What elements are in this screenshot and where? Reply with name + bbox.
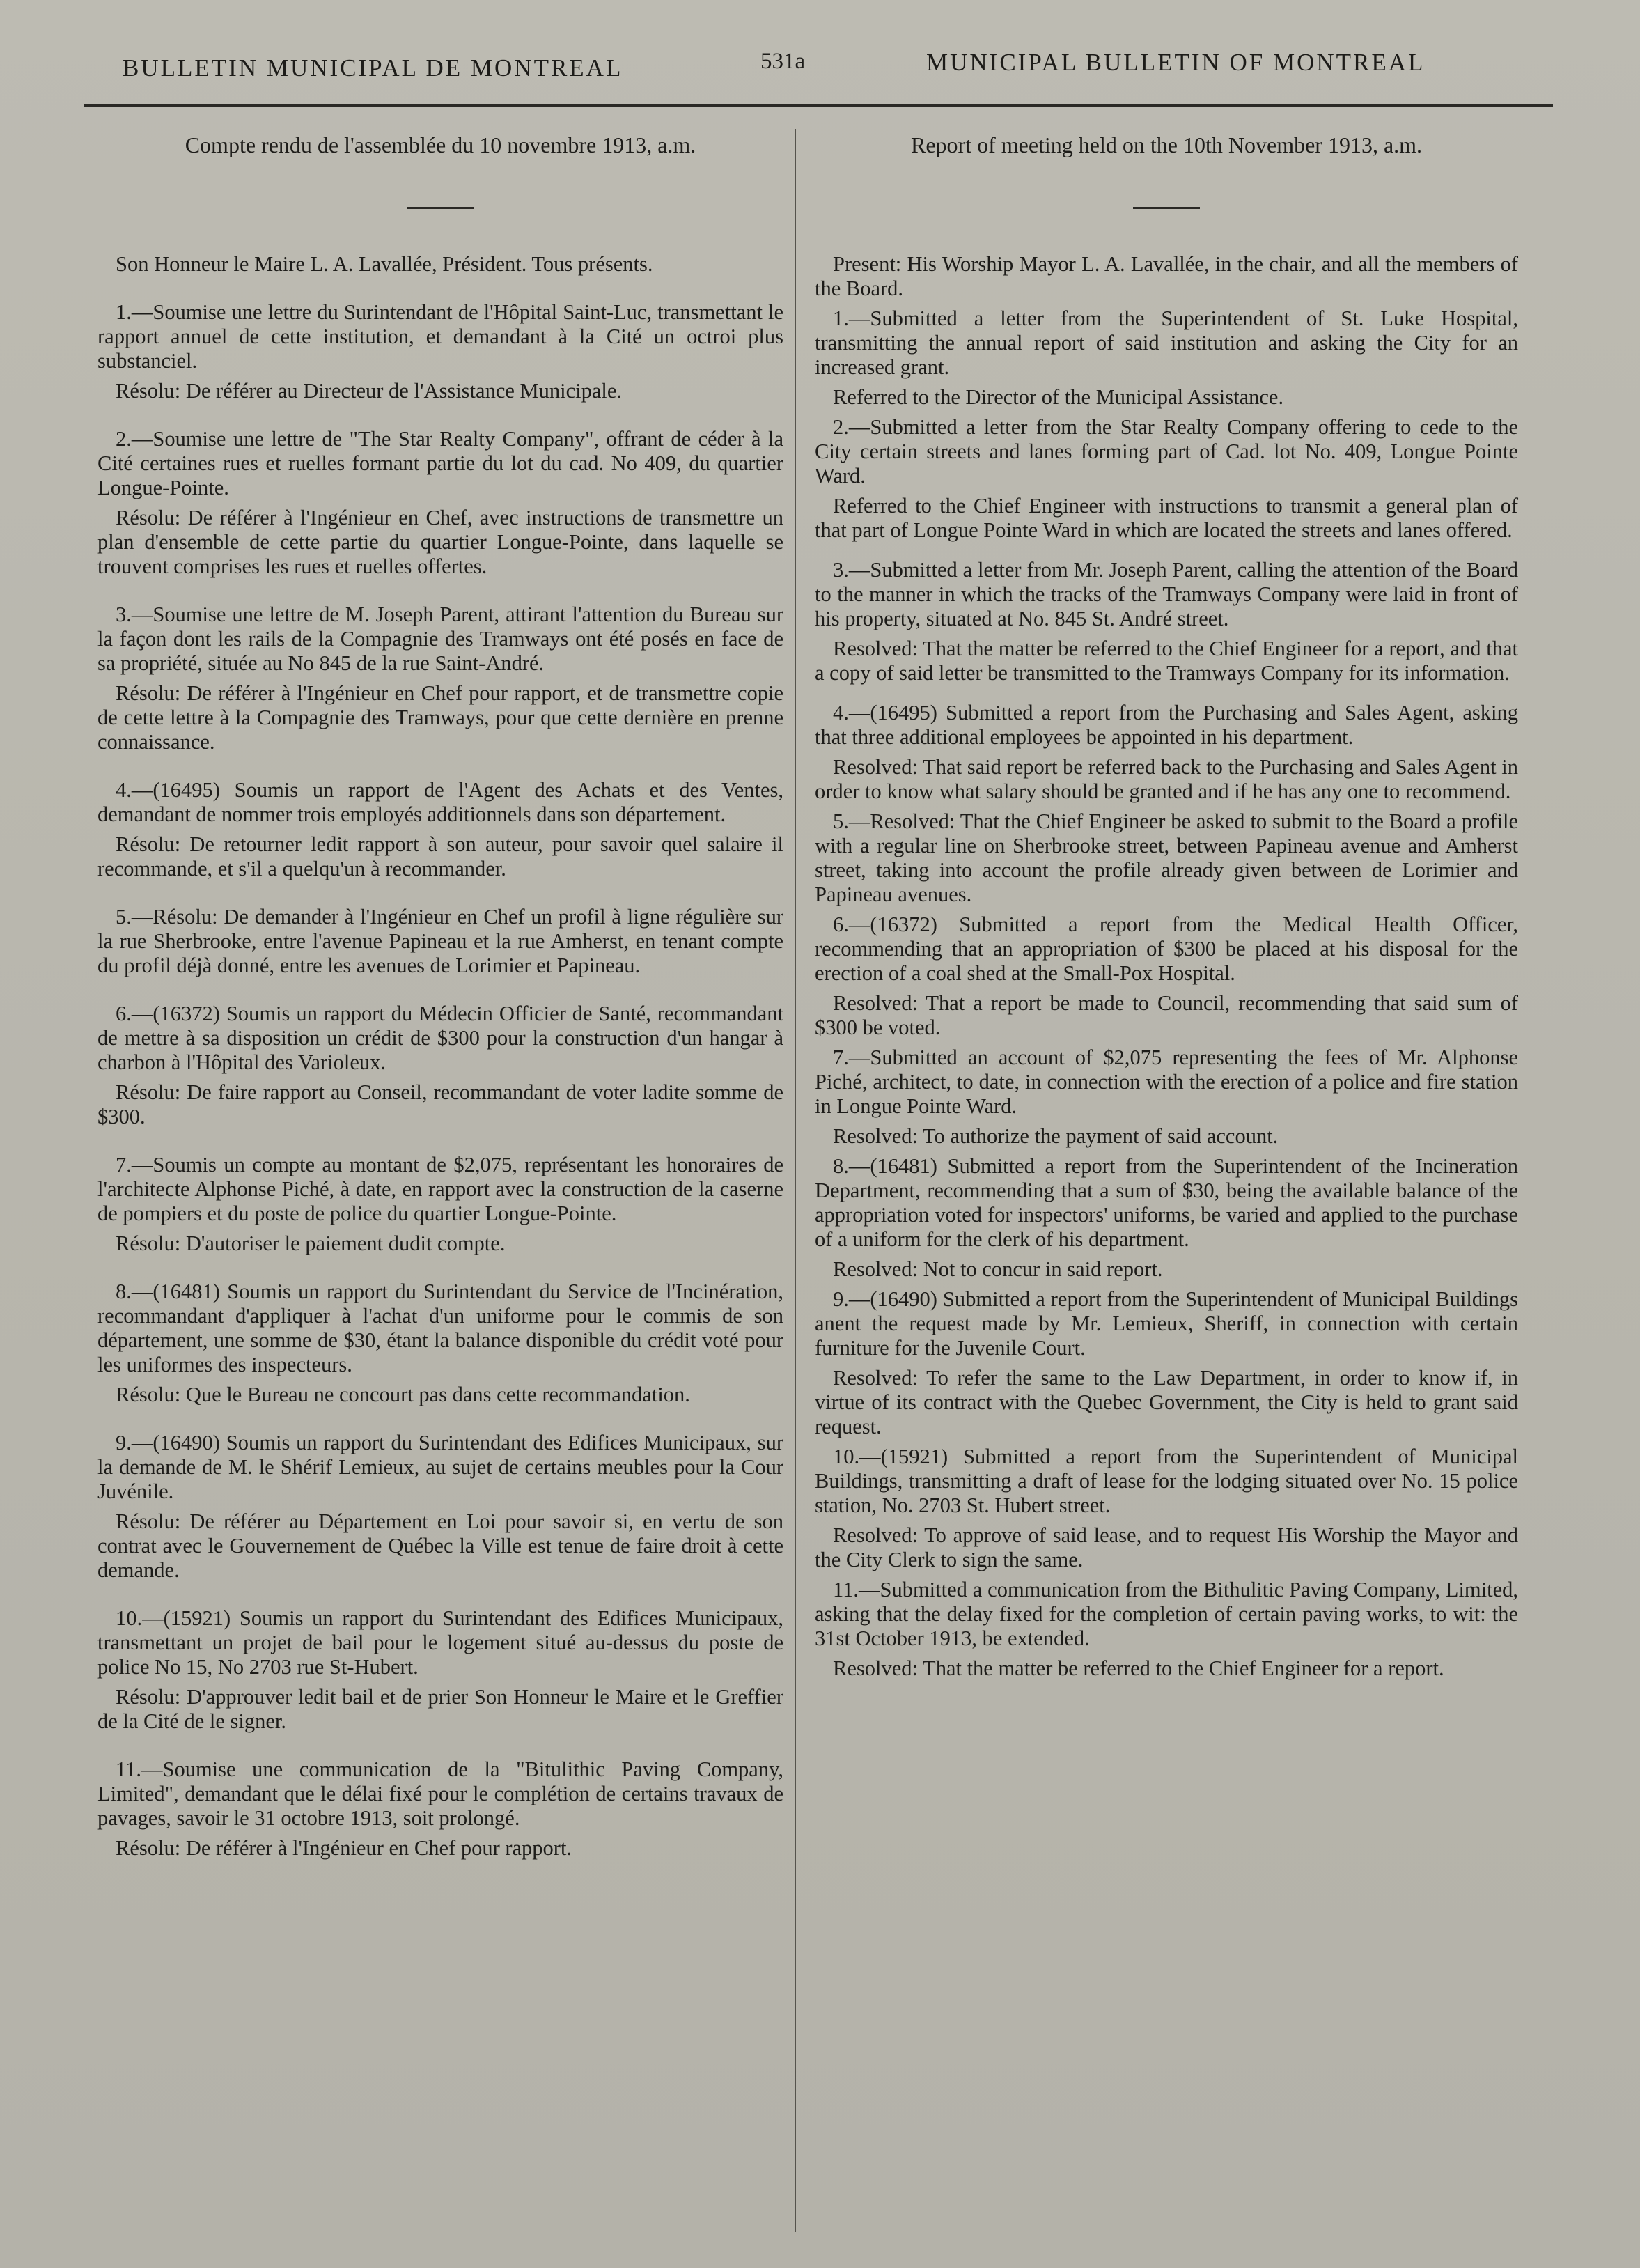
english-item-8: 8.—(16481) Submitted a report from the Superintendent of the Incineration Department, recommending that a sum of $30, being the available balance of the appropriation voted for inspectors' uniforms, be varied and applied to the purchase of a uniform for the clerk of his department.: [815, 1154, 1518, 1251]
french-resolution-2: Résolu: De référer à l'Ingénieur en Chef, avec instructions de transmettre un plan d'ensemble de cette partie du quartier Longue-Pointe, dans laquelle se trouvent comprises les rues et ruelles offertes.: [97, 506, 783, 578]
english-resolution-4: Resolved: That said report be referred back to the Purchasing and Sales Agent in order to know what salary should be granted and if he has any one to recommend.: [815, 755, 1518, 803]
english-item-1: 1.—Submitted a letter from the Superintendent of St. Luke Hospital, transmitting the annual report of said institution and asking the City for an increased grant.: [815, 306, 1518, 379]
french-resolution-7: Résolu: D'autoriser le paiement dudit compte.: [116, 1232, 506, 1255]
french-attendance: Son Honneur le Maire L. A. Lavallée, Président. Tous présents.: [116, 252, 653, 276]
french-item-4: 4.—(16495) Soumis un rapport de l'Agent des Achats et des Ventes, demandant de nommer trois employés additionnels dans son département.: [97, 778, 783, 826]
english-column: [815, 125, 1518, 1681]
french-report-heading: Compte rendu de l'assemblée du 10 novembre 1913, a.m.: [185, 132, 696, 157]
english-resolution-6: Resolved: That a report be made to Council, recommending that said sum of $300 be voted.: [815, 991, 1518, 1039]
header-title-french: BULLETIN MUNICIPAL DE MONTREAL: [123, 54, 623, 81]
english-report-heading: Report of meeting held on the 10th November 1913, a.m.: [910, 132, 1423, 157]
french-resolution-6: Résolu: De faire rapport au Conseil, recommandant de voter ladite somme de $300.: [97, 1080, 783, 1128]
french-resolution-4: Résolu: De retourner ledit rapport à son auteur, pour savoir quel salaire il recommande, et s'il a quelqu'un à recommander.: [97, 832, 783, 880]
french-item-2: 2.—Soumise une lettre de "The Star Realty Company", offrant de céder à la Cité certaines rues et ruelles formant partie du lot du cad. No 409, du quartier Longue-Pointe.: [97, 427, 783, 499]
column-divider: [795, 129, 796, 2232]
english-resolution-3: Resolved: That the matter be referred to the Chief Engineer for a report, and that a copy of said letter be transmitted to the Tramways Company for its information.: [815, 637, 1518, 685]
english-item-10: 10.—(15921) Submitted a report from the Superintendent of Municipal Buildings, transmitting a draft of lease for the lodging situated over No. 15 police station, No. 2703 St. Hubert street.: [815, 1445, 1518, 1517]
french-resolution-9: Résolu: De référer au Département en Loi pour savoir si, en vertu de son contrat avec le Gouvernement de Québec la Ville est tenue de faire droit à cette demande.: [97, 1509, 783, 1582]
french-item-5: 5.—Résolu: De demander à l'Ingénieur en Chef un profil à ligne régulière sur la rue Sherbrooke, entre l'avenue Papineau et la rue Amherst, en tenant compte du profil déjà donné, entre les avenues de Lorimier et Papineau.: [97, 905, 783, 977]
header-title-english: MUNICIPAL BULLETIN OF MONTREAL: [926, 49, 1426, 76]
english-attendance: Present: His Worship Mayor L. A. Lavallée, in the chair, and all the members of the Board.: [815, 252, 1518, 300]
english-resolution-11: Resolved: That the matter be referred to the Chief Engineer for a report.: [833, 1656, 1444, 1680]
french-column: [97, 125, 783, 1861]
french-resolution-3: Résolu: De référer à l'Ingénieur en Chef pour rapport, et de transmettre copie de cette lettre à la Compagnie des Tramways, pour que cette dernière en prenne connaissance.: [97, 681, 783, 754]
english-item-6: 6.—(16372) Submitted a report from the Medical Health Officer, recommending that an appropriation of $300 be placed at his disposal for the erection of a coal shed at the Small-Pox Hospital.: [815, 912, 1518, 985]
french-item-8: 8.—(16481) Soumis un rapport du Surintendant du Service de l'Incinération, recommandant d'appliquer à l'achat d'un uniforme pour le commis de son département, une somme de $30, étant la balance disponible du crédit voté pour les uniformes des inspecteurs.: [97, 1280, 783, 1376]
english-item-7: 7.—Submitted an account of $2,075 representing the fees of Mr. Alphonse Piché, architect, to date, in connection with the erection of a police and fire station in Longue Pointe Ward.: [815, 1046, 1518, 1118]
french-item-11: 11.—Soumise une communication de la "Bitulithic Paving Company, Limited", demandant que le délai fixé pour le complétion de certains travaux de pavages, savoir le 31 octobre 1913, soit prolongé.: [97, 1757, 783, 1830]
english-item-3: 3.—Submitted a letter from Mr. Joseph Parent, calling the attention of the Board to the manner in which the tracks of the Tramways Company were laid in front of his property, situated at No. 845 St. André street.: [815, 558, 1518, 630]
french-item-1: 1.—Soumise une lettre du Surintendant de l'Hôpital Saint-Luc, transmettant le rapport annuel de cette institution, et demandant à la Cité un octroi plus substanciel.: [97, 300, 783, 373]
french-item-3: 3.—Soumise une lettre de M. Joseph Parent, attirant l'attention du Bureau sur la façon dont les rails de la Compagnie des Tramways ont été posés en face de sa propriété, située au No 845 de la rue Saint-André.: [97, 603, 783, 675]
page-number: 531a: [760, 49, 806, 74]
page-header: [0, 49, 1640, 118]
english-resolution-7: Resolved: To authorize the payment of said account.: [833, 1124, 1279, 1148]
english-heading-rule: [1133, 207, 1200, 209]
english-resolution-1: Referred to the Director of the Municipal Assistance.: [833, 385, 1284, 409]
french-item-7: 7.—Soumis un compte au montant de $2,075, représentant les honoraires de l'architecte Alphonse Piché, à date, en rapport avec la construction de la caserne de pompiers et du poste de police du quartier Longue-Pointe.: [97, 1153, 783, 1225]
english-item-5: 5.—Resolved: That the Chief Engineer be asked to submit to the Board a profile with a regular line on Sherbrooke street, between Papineau avenue and Amherst street, taking into account the profile already given between de Lorimier and Papineau avenues.: [815, 809, 1518, 906]
french-resolution-10: Résolu: D'approuver ledit bail et de prier Son Honneur le Maire et le Greffier de la Cité de le signer.: [97, 1685, 783, 1733]
english-resolution-10: Resolved: To approve of said lease, and to request His Worship the Mayor and the City Clerk to sign the same.: [815, 1523, 1518, 1571]
english-item-11: 11.—Submitted a communication from the Bithulitic Paving Company, Limited, asking that the delay fixed for the completion of certain paving works, to wit: the 31st October 1913, be extended.: [815, 1578, 1518, 1650]
english-resolution-9: Resolved: To refer the same to the Law Department, in order to know if, in virtue of its contract with the Quebec Government, the City is held to grant said request.: [815, 1366, 1518, 1438]
french-item-10: 10.—(15921) Soumis un rapport du Surintendant des Edifices Municipaux, transmettant un projet de bail pour le logement situé au-dessus du poste de police No 15, No 2703 rue St-Hubert.: [97, 1606, 783, 1679]
french-item-6: 6.—(16372) Soumis un rapport du Médecin Officier de Santé, recommandant de mettre à sa disposition un crédit de $300 pour la construction d'un hangar à charbon à l'Hôpital des Varioleux.: [97, 1002, 783, 1074]
header-rule: [84, 104, 1553, 107]
english-item-4: 4.—(16495) Submitted a report from the Purchasing and Sales Agent, asking that three additional employees be appointed in his department.: [815, 701, 1518, 749]
french-heading-rule: [407, 207, 474, 209]
french-resolution-8: Résolu: Que le Bureau ne concourt pas dans cette recommandation.: [116, 1383, 690, 1406]
english-item-2: 2.—Submitted a letter from the Star Realty Company offering to cede to the City certain streets and lanes forming part of Cad. lot No. 409, Longue Pointe Ward.: [815, 415, 1518, 488]
english-resolution-2: Referred to the Chief Engineer with instructions to transmit a general plan of that part of Longue Pointe Ward in which are located the streets and lanes offered.: [815, 494, 1518, 542]
english-resolution-8: Resolved: Not to concur in said report.: [833, 1257, 1163, 1281]
french-resolution-11: Résolu: De référer à l'Ingénieur en Chef pour rapport.: [116, 1836, 572, 1860]
french-resolution-1: Résolu: De référer au Directeur de l'Assistance Municipale.: [116, 379, 623, 403]
french-item-9: 9.—(16490) Soumis un rapport du Surintendant des Edifices Municipaux, sur la demande de M. le Shérif Lemieux, au sujet de certains meubles pour la Cour Juvénile.: [97, 1431, 783, 1503]
english-item-9: 9.—(16490) Submitted a report from the Superintendent of Municipal Buildings anent the request made by Mr. Lemieux, Sheriff, in connection with certain furniture for the Juvenile Court.: [815, 1287, 1518, 1360]
